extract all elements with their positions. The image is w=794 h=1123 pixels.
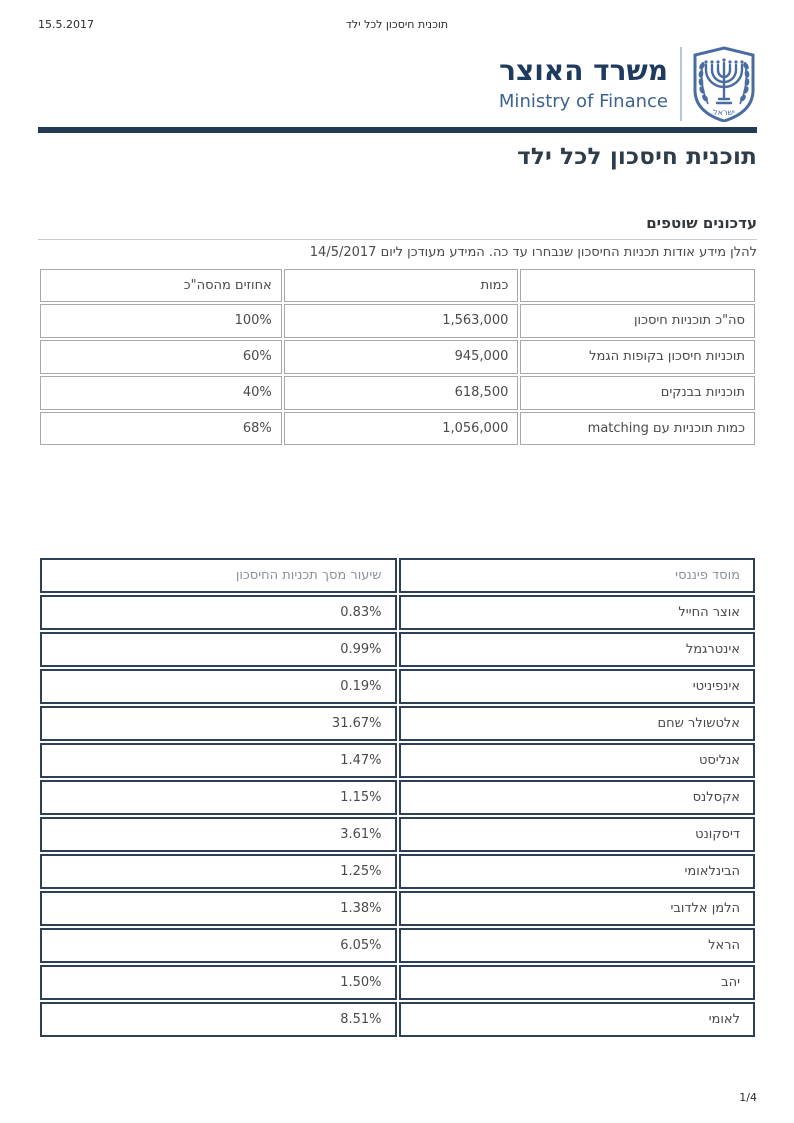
summary-header-percent: אחוזים מהסה"כ <box>40 269 282 302</box>
table-row <box>40 595 755 630</box>
page-title: תוכנית חיסכון לכל ילד <box>517 144 757 170</box>
section-rule <box>38 239 757 240</box>
row-label: סה"כ תוכניות חיסכון <box>520 304 755 338</box>
table-row <box>40 340 755 374</box>
table-row <box>40 817 755 852</box>
table-row <box>40 928 755 963</box>
institution-name: אקסלנס <box>399 780 756 815</box>
table-row <box>40 965 755 1000</box>
page-number: 1/4 <box>739 1091 757 1104</box>
institutions-header-share: שיעור מסך תכניות החיסכון <box>40 558 397 593</box>
header-date: 15.5.2017 <box>38 18 94 31</box>
summary-header-label <box>520 269 755 302</box>
table-row <box>40 854 755 889</box>
table-row <box>40 780 755 815</box>
institution-share: 3.61% <box>40 817 397 852</box>
section-intro-text: להלן מידע אודות תכניות החיסכון שנבחרו עד כה. המידע מעודכן ליום 14/5/2017 <box>309 245 757 260</box>
institution-name: אינפיניטי <box>399 669 756 704</box>
institution-name: יהב <box>399 965 756 1000</box>
institution-name: אלטשולר שחם <box>399 706 756 741</box>
ministry-logo <box>499 46 756 122</box>
table-row <box>40 1002 755 1037</box>
row-percent: 40% <box>40 376 282 410</box>
row-quantity: 945,000 <box>284 340 519 374</box>
table-row <box>40 376 755 410</box>
institution-share: 6.05% <box>40 928 397 963</box>
emblem-caption: ישראל <box>713 108 735 117</box>
row-label: תוכניות בבנקים <box>520 376 755 410</box>
institution-share: 0.19% <box>40 669 397 704</box>
institution-name: הבינלאומי <box>399 854 756 889</box>
institution-share: 1.15% <box>40 780 397 815</box>
row-label: תוכניות חיסכון בקופות הגמל <box>520 340 755 374</box>
summary-header-quantity: כמות <box>284 269 519 302</box>
table-row <box>40 669 755 704</box>
table-row <box>40 891 755 926</box>
updates-section <box>38 214 757 260</box>
israel-emblem-icon <box>692 46 756 122</box>
institution-share: 1.38% <box>40 891 397 926</box>
header-doc-title: תוכנית חיסכון לכל ילד <box>345 18 449 31</box>
institution-name: אינטרגמל <box>399 632 756 667</box>
institution-name: הראל <box>399 928 756 963</box>
row-percent: 100% <box>40 304 282 338</box>
savings-summary-table <box>38 267 757 447</box>
institutions-table <box>38 556 757 1039</box>
institutions-header-name: מוסד פיננסי <box>399 558 756 593</box>
header-divider-bar <box>38 127 757 133</box>
summary-header-row <box>40 269 755 302</box>
ministry-logo-text <box>499 56 668 111</box>
row-quantity: 1,563,000 <box>284 304 519 338</box>
table-row <box>40 304 755 338</box>
row-quantity: 618,500 <box>284 376 519 410</box>
table-row <box>40 743 755 778</box>
institution-share: 31.67% <box>40 706 397 741</box>
institution-share: 1.47% <box>40 743 397 778</box>
row-percent: 68% <box>40 412 282 445</box>
institutions-header-row <box>40 558 755 593</box>
table-row <box>40 706 755 741</box>
table-row <box>40 632 755 667</box>
institution-name: אנליסט <box>399 743 756 778</box>
ministry-name-hebrew: משרד האוצר <box>499 54 668 88</box>
institution-share: 0.99% <box>40 632 397 667</box>
institution-share: 0.83% <box>40 595 397 630</box>
row-percent: 60% <box>40 340 282 374</box>
institution-name: אוצר החייל <box>399 595 756 630</box>
row-label: כמות תוכניות עם matching <box>520 412 755 445</box>
table-row <box>40 412 755 445</box>
section-heading: עדכונים שוטפים <box>646 214 757 232</box>
institution-name: דיסקונט <box>399 817 756 852</box>
institution-name: הלמן אלדובי <box>399 891 756 926</box>
ministry-name-english: Ministry of Finance <box>498 90 668 112</box>
institution-share: 8.51% <box>40 1002 397 1037</box>
institution-share: 1.50% <box>40 965 397 1000</box>
logo-separator <box>680 47 682 121</box>
institution-share: 1.25% <box>40 854 397 889</box>
institution-name: לאומי <box>399 1002 756 1037</box>
row-quantity: 1,056,000 <box>284 412 519 445</box>
